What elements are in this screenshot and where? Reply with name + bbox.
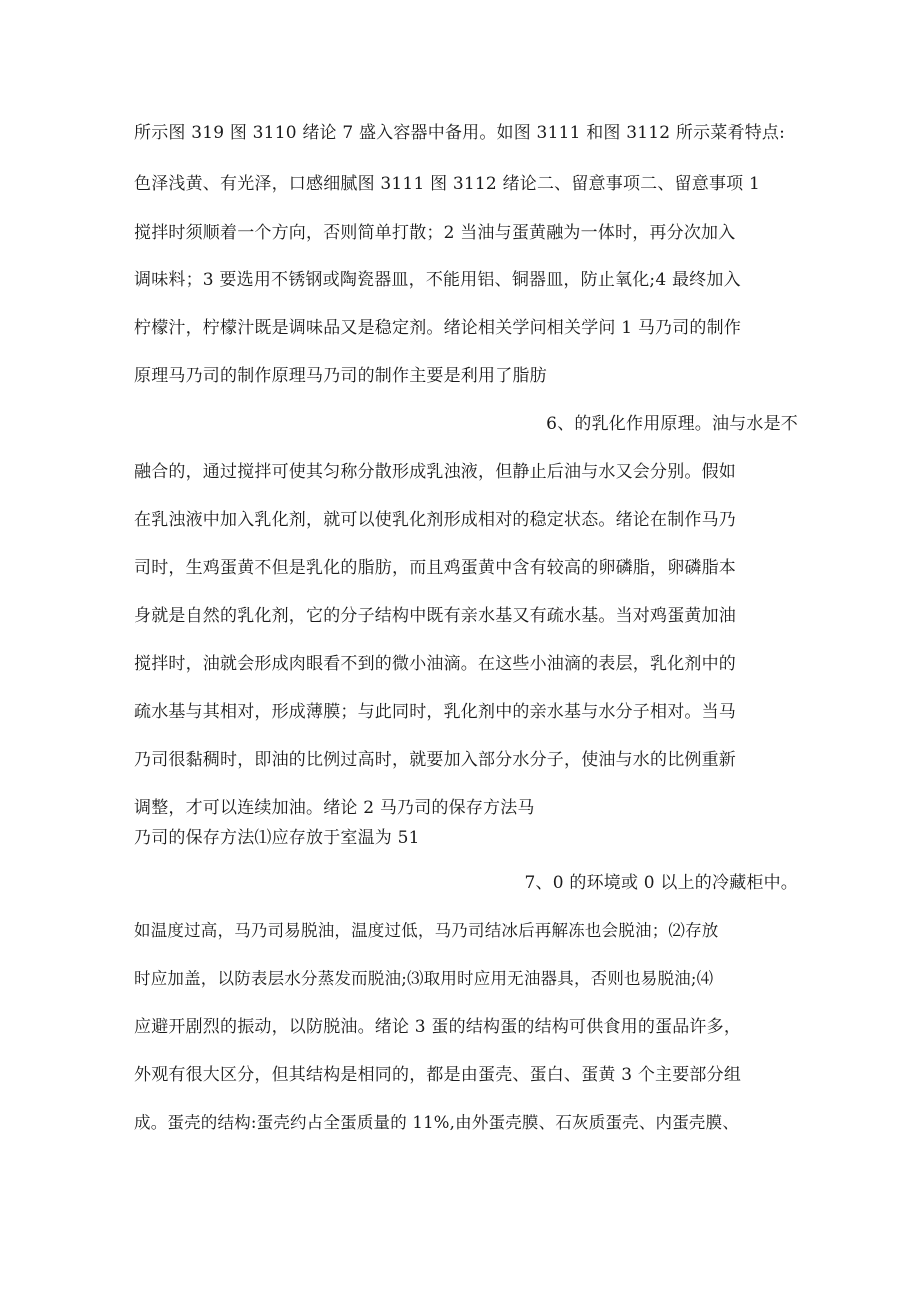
text-line: 乃司的保存方法⑴应存放于室温为 51	[134, 828, 420, 848]
text-line: 搅拌时，油就会形成肉眼看不到的微小油滴。在这些小油滴的表层，乳化剂中的	[134, 654, 736, 674]
text-line: 搅拌时须顺着一个方向，否则简单打散；2 当油与蛋黄融为一体时，再分次加入	[134, 223, 736, 243]
text-line: 成。蛋壳的结构:蛋壳约占全蛋质量的 11%,由外蛋壳膜、石灰质蛋壳、内蛋壳膜、	[134, 1113, 740, 1132]
text-line: 司时，生鸡蛋黄不但是乳化的脂肪，而且鸡蛋黄中含有较高的卵磷脂，卵磷脂本	[134, 558, 736, 578]
text-line: 时应加盖，以防表层水分蒸发而脱油;⑶取用时应用无油器具，否则也易脱油;⑷	[134, 969, 714, 988]
text-line: 6、的乳化作用原理。油与水是不	[546, 414, 798, 434]
text-line: 柠檬汁，柠檬汁既是调味品又是稳定剂。绪论相关学问相关学问 1 马乃司的制作	[134, 318, 742, 338]
text-line: 疏水基与其相对，形成薄膜；与此同时，乳化剂中的亲水基与水分子相对。当马	[134, 702, 736, 722]
text-line: 外观有很大区分，但其结构是相同的，都是由蛋壳、蛋白、蛋黄 3 个主要部分组	[134, 1065, 742, 1085]
text-line: 融合的，通过搅拌可使其匀称分散形成乳浊液，但静止后油与水又会分别。假如	[134, 462, 736, 482]
text-line: 身就是自然的乳化剂，它的分子结构中既有亲水基又有疏水基。当对鸡蛋黄加油	[134, 606, 736, 626]
text-line: 如温度过高，马乃司易脱油，温度过低，马乃司结冰后再解冻也会脱油；⑵存放	[134, 921, 719, 940]
text-line: 乃司很黏稠时，即油的比例过高时，就要加入部分水分子，使油与水的比例重新	[134, 750, 736, 770]
text-line: 原理马乃司的制作原理马乃司的制作主要是利用了脂肪	[134, 366, 547, 386]
text-line: 调整，才可以连续加油。绪论 2 马乃司的保存方法马	[134, 798, 535, 818]
text-line: 调味料；3 要选用不锈钢或陶瓷器皿，不能用铝、铜器皿，防止氧化;4 最终加入	[134, 270, 741, 290]
text-line: 色泽浅黄、有光泽，口感细腻图 3111 图 3112 绪论二、留意事项二、留意事项 1	[134, 174, 760, 194]
text-line: 7、0 的环境或 0 以上的冷藏柜中。	[524, 873, 798, 893]
text-line: 应避开剧烈的振动，以防脱油。绪论 3 蛋的结构蛋的结构可供食用的蛋品许多，	[134, 1017, 742, 1037]
text-line: 所示图 319 图 3110 绪论 7 盛入容器中备用。如图 3111 和图 3112 所示菜肴特点:	[134, 123, 786, 143]
text-line: 在乳浊液中加入乳化剂，就可以使乳化剂形成相对的稳定状态。绪论在制作马乃	[134, 510, 736, 530]
